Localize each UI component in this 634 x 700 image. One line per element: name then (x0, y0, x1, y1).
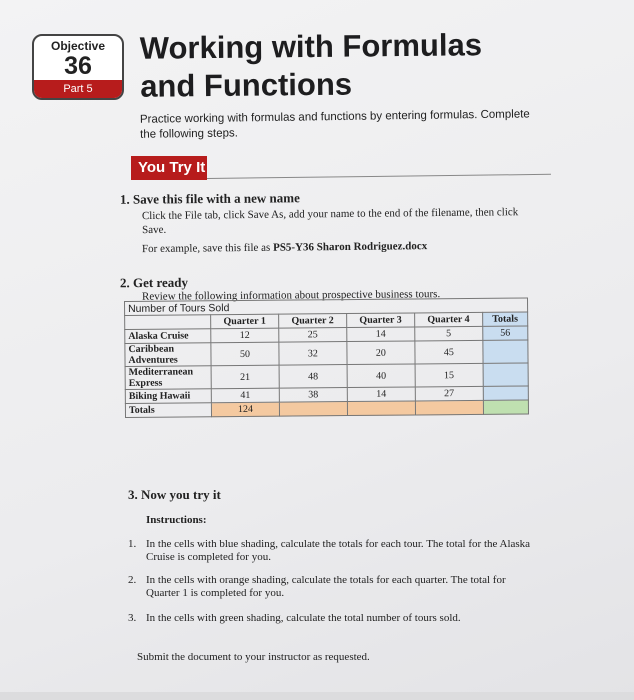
instruction-text: In the cells with green shading, calculate the total number of tours sold. (146, 612, 461, 624)
table-cell: 56 (483, 326, 528, 340)
instruction-item: 1. In the cells with blue shading, calculate the totals for each tour. The total for the Alaska Cruise is completed for you. (128, 538, 531, 563)
table-cell: 50 (211, 342, 279, 366)
page-title (140, 26, 483, 106)
table-caption: Number of Tours Sold (125, 298, 528, 316)
table-row-totals (125, 400, 528, 418)
table-cell (483, 400, 528, 414)
step-1-heading: 1. Save this file with a new name (119, 190, 300, 207)
table-cell: 14 (347, 327, 415, 342)
table-header-cell: Totals (482, 312, 527, 326)
page-bottom-edge (0, 692, 634, 700)
you-try-it-heading: You Try It (131, 156, 207, 180)
table-cell (483, 363, 528, 386)
step-2-heading: 2. Get ready (119, 274, 189, 291)
table-header-cell: Quarter 2 (279, 314, 347, 329)
submit-note: Submit the document to your instructor as requested. (137, 651, 370, 663)
step-1-text: Click the File tab, click Save As, add your name to the end of the filename, then click Save. (141, 206, 519, 237)
table-header-cell: Quarter 4 (414, 312, 482, 327)
table-cell: 14 (347, 387, 415, 402)
table-cell (483, 340, 528, 363)
row-label: Biking Hawaii (125, 389, 211, 404)
table-cell (415, 400, 483, 415)
instruction-text: In the cells with blue shading, calculate the totals for each tour. The total for the Alaska Cruise is completed for you. (146, 538, 531, 563)
instruction-text: In the cells with orange shading, calculate the totals for each quarter. The total for Quarter 1 is completed for you. (146, 574, 506, 599)
intro-text: Practice working with formulas and functions by entering formulas. Complete the following steps. (139, 108, 530, 141)
objective-number: 36 (64, 52, 92, 80)
objective-badge (32, 34, 124, 100)
part-label: Part 5 (34, 80, 122, 98)
table-cell: 45 (415, 340, 483, 364)
table-cell: 21 (211, 365, 279, 389)
row-label: Totals (125, 403, 211, 418)
objective-label: Objective (50, 39, 106, 53)
table-cell: 5 (415, 326, 483, 341)
table-cell: 12 (211, 328, 279, 343)
step-2-text: Review the following information about prospective business tours. (141, 288, 441, 303)
table-header-cell: Quarter 3 (347, 313, 415, 328)
table-cell: 48 (279, 365, 347, 389)
example-prefix: For example, save this file as (141, 241, 274, 256)
table-cell (347, 401, 415, 416)
table-cell (279, 402, 347, 417)
table-cell: 41 (211, 388, 279, 403)
step-3-heading: 3. Now you try it (128, 487, 221, 502)
tours-table (124, 297, 529, 451)
row-label: Alaska Cruise (125, 329, 211, 344)
table-cell: 15 (415, 363, 483, 387)
table-cell: 124 (211, 402, 279, 417)
table-header-cell: Quarter 1 (211, 314, 279, 329)
table-cell: 20 (347, 341, 415, 365)
row-label: Caribbean Adventures (125, 343, 211, 367)
title-line-1: Working with Formulas (139, 27, 483, 66)
table-cell (483, 386, 528, 400)
heading-rule (207, 174, 551, 179)
instruction-item: 2. In the cells with orange shading, calculate the totals for each quarter. The total for Quarter 1 is completed for you. (128, 574, 506, 599)
title-line-2: and Functions (140, 66, 353, 104)
table-cell: 32 (279, 342, 347, 366)
instructions-label: Instructions: (146, 514, 207, 526)
table-cell: 40 (347, 364, 415, 388)
step-1-example (142, 238, 542, 256)
table-header-cell (125, 315, 211, 330)
instruction-item: 3. In the cells with green shading, calculate the total number of tours sold. (128, 612, 461, 624)
table-cell: 27 (415, 386, 483, 401)
table-cell: 38 (279, 388, 347, 403)
row-label: Mediterranean Express (125, 366, 211, 390)
example-filename: PS5-Y36 Sharon Rodriguez.docx (273, 240, 428, 254)
table-cell: 25 (279, 328, 347, 343)
